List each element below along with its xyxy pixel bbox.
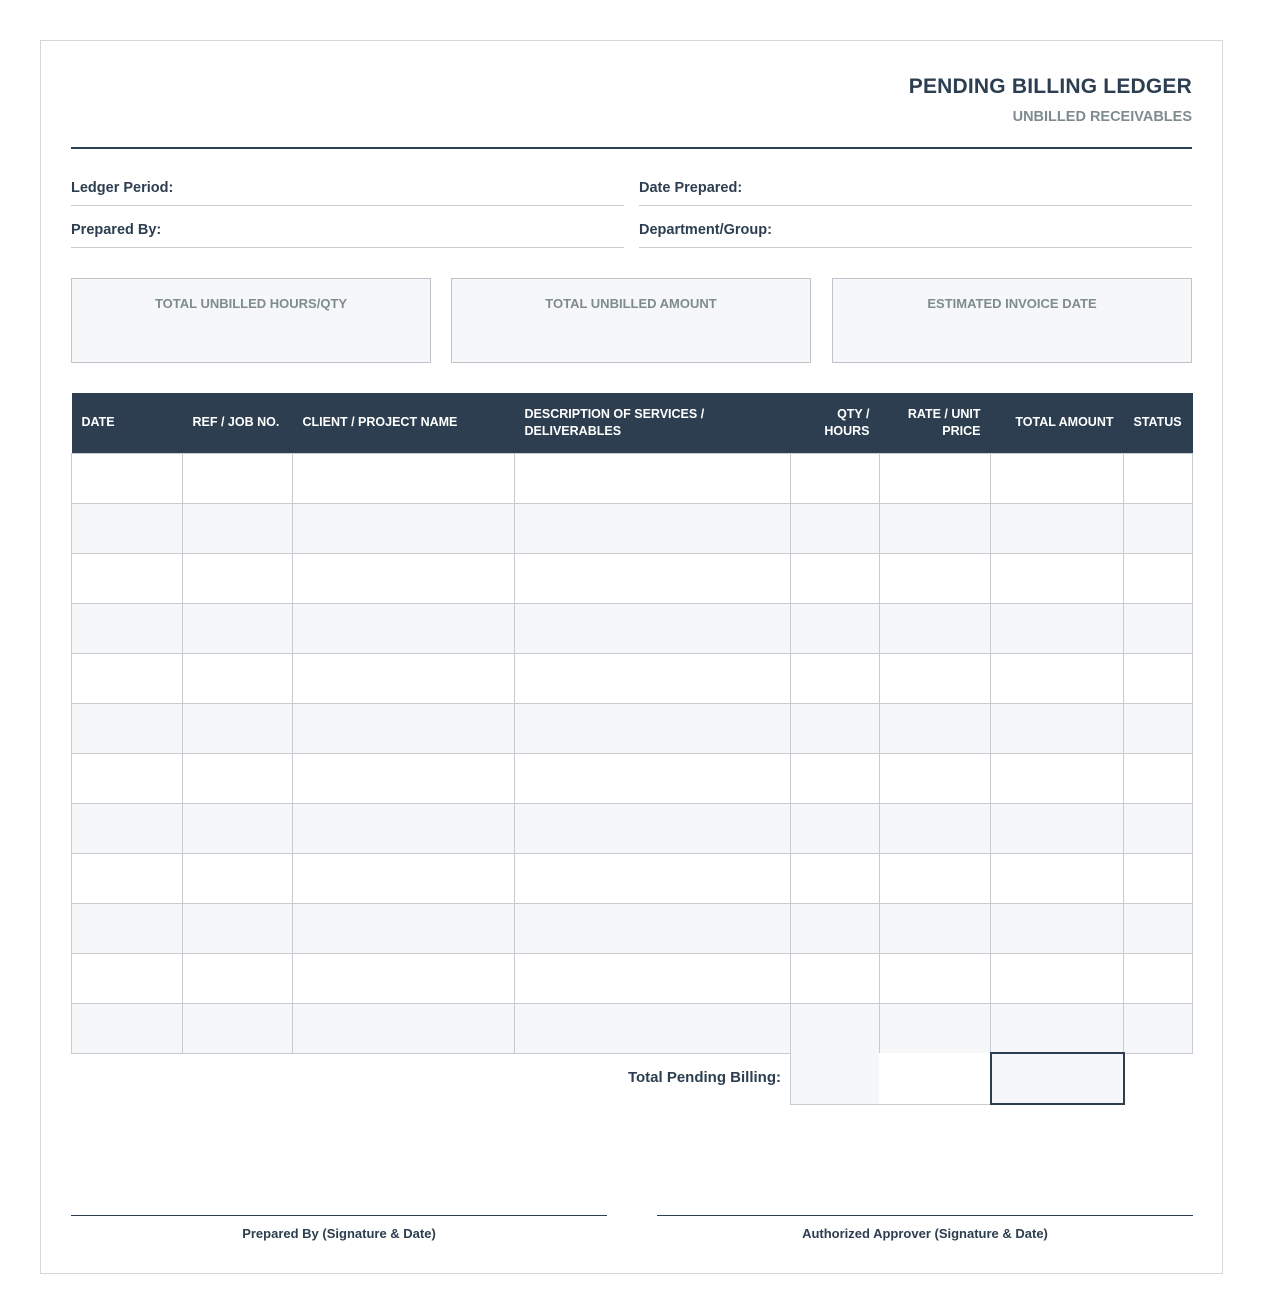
table-cell[interactable] bbox=[991, 703, 1124, 753]
table-cell[interactable] bbox=[293, 453, 515, 503]
column-header-client: CLIENT / PROJECT NAME bbox=[293, 393, 515, 453]
table-cell[interactable] bbox=[72, 653, 183, 703]
table-cell[interactable] bbox=[515, 703, 791, 753]
table-cell[interactable] bbox=[791, 503, 880, 553]
table-row bbox=[72, 1003, 1193, 1053]
approver-signature-line[interactable] bbox=[657, 1215, 1193, 1241]
table-header-row bbox=[72, 393, 1193, 453]
total-qty-cell[interactable] bbox=[790, 1053, 880, 1105]
table-cell[interactable] bbox=[515, 453, 791, 503]
table-cell[interactable] bbox=[72, 953, 183, 1003]
table-cell[interactable] bbox=[791, 903, 880, 953]
table-cell[interactable] bbox=[991, 853, 1124, 903]
table-cell[interactable] bbox=[293, 503, 515, 553]
department-field[interactable] bbox=[639, 221, 1192, 248]
table-cell[interactable] bbox=[991, 553, 1124, 603]
table-cell[interactable] bbox=[791, 853, 880, 903]
table-cell[interactable] bbox=[72, 803, 183, 853]
table-cell[interactable] bbox=[183, 953, 293, 1003]
ledger-period-label: Ledger Period: bbox=[71, 180, 174, 196]
table-cell[interactable] bbox=[515, 953, 791, 1003]
table-cell[interactable] bbox=[72, 753, 183, 803]
table-cell[interactable] bbox=[991, 903, 1124, 953]
date-prepared-label: Date Prepared: bbox=[639, 180, 743, 196]
table-cell[interactable] bbox=[991, 653, 1124, 703]
total-amount-label: TOTAL UNBILLED AMOUNT bbox=[545, 296, 717, 311]
table-cell[interactable] bbox=[72, 1003, 183, 1053]
table-row bbox=[72, 653, 1193, 703]
table-cell[interactable] bbox=[515, 653, 791, 703]
table-row bbox=[72, 603, 1193, 653]
table-cell[interactable] bbox=[880, 903, 991, 953]
table-cell[interactable] bbox=[515, 903, 791, 953]
prepared-by-field[interactable] bbox=[71, 221, 624, 248]
total-pending-label: Total Pending Billing: bbox=[627, 1069, 781, 1086]
table-cell[interactable] bbox=[183, 503, 293, 553]
table-cell[interactable] bbox=[183, 803, 293, 853]
table-row bbox=[72, 853, 1193, 903]
table-cell[interactable] bbox=[880, 853, 991, 903]
approver-signature-label: Authorized Approver (Signature & Date) bbox=[802, 1226, 1048, 1241]
table-cell[interactable] bbox=[1124, 853, 1193, 903]
table-cell[interactable] bbox=[880, 1003, 991, 1053]
prepared-signature-line[interactable] bbox=[71, 1215, 607, 1241]
table-cell[interactable] bbox=[791, 703, 880, 753]
table-row bbox=[72, 453, 1193, 503]
table-cell[interactable] bbox=[293, 653, 515, 703]
column-header-status: STATUS bbox=[1124, 393, 1193, 453]
table-cell[interactable] bbox=[1124, 703, 1193, 753]
table-cell[interactable] bbox=[293, 603, 515, 653]
column-header-total: TOTAL AMOUNT bbox=[991, 393, 1124, 453]
table-cell[interactable] bbox=[515, 1003, 791, 1053]
table-cell[interactable] bbox=[880, 603, 991, 653]
table-row bbox=[72, 553, 1193, 603]
table-cell[interactable] bbox=[991, 803, 1124, 853]
table-cell[interactable] bbox=[183, 453, 293, 503]
table-cell[interactable] bbox=[1124, 803, 1193, 853]
table-cell[interactable] bbox=[183, 653, 293, 703]
table-cell[interactable] bbox=[1124, 553, 1193, 603]
table-row bbox=[72, 803, 1193, 853]
table-cell[interactable] bbox=[293, 703, 515, 753]
invoice-date-label: ESTIMATED INVOICE DATE bbox=[927, 296, 1097, 311]
table-cell[interactable] bbox=[880, 703, 991, 753]
table-cell[interactable] bbox=[183, 753, 293, 803]
page-title: PENDING BILLING LEDGER bbox=[908, 75, 1192, 98]
table-row bbox=[72, 503, 1193, 553]
table-cell[interactable] bbox=[880, 503, 991, 553]
total-hours-label: TOTAL UNBILLED HOURS/QTY bbox=[154, 296, 348, 311]
total-rate-cell[interactable] bbox=[879, 1053, 991, 1105]
column-header-rate: RATE / UNIT PRICE bbox=[880, 393, 991, 453]
table-cell[interactable] bbox=[1124, 953, 1193, 1003]
table-cell[interactable] bbox=[72, 603, 183, 653]
table-cell[interactable] bbox=[515, 503, 791, 553]
table-cell[interactable] bbox=[1124, 603, 1193, 653]
table-cell[interactable] bbox=[791, 653, 880, 703]
column-header-description: DESCRIPTION OF SERVICES / DELIVERABLES bbox=[515, 393, 791, 453]
table-cell[interactable] bbox=[72, 703, 183, 753]
table-cell[interactable] bbox=[991, 953, 1124, 1003]
table-cell[interactable] bbox=[183, 903, 293, 953]
date-prepared-field[interactable] bbox=[639, 179, 1192, 206]
table-cell[interactable] bbox=[515, 603, 791, 653]
table-cell[interactable] bbox=[880, 553, 991, 603]
table-cell[interactable] bbox=[293, 553, 515, 603]
table-body bbox=[72, 453, 1193, 1053]
table-cell[interactable] bbox=[791, 753, 880, 803]
prepared-signature-label: Prepared By (Signature & Date) bbox=[242, 1226, 436, 1241]
table-cell[interactable] bbox=[1124, 503, 1193, 553]
table-cell[interactable] bbox=[991, 453, 1124, 503]
total-amount-box[interactable] bbox=[451, 278, 811, 363]
table-cell[interactable] bbox=[791, 553, 880, 603]
table-cell[interactable] bbox=[72, 503, 183, 553]
table-cell[interactable] bbox=[1124, 453, 1193, 503]
table-cell[interactable] bbox=[880, 753, 991, 803]
page-subtitle: UNBILLED RECEIVABLES bbox=[1012, 109, 1192, 125]
invoice-date-box[interactable] bbox=[832, 278, 1192, 363]
table-row bbox=[72, 953, 1193, 1003]
table-cell[interactable] bbox=[991, 503, 1124, 553]
column-header-date: DATE bbox=[72, 393, 183, 453]
table-cell[interactable] bbox=[293, 953, 515, 1003]
table-cell[interactable] bbox=[183, 1003, 293, 1053]
table-cell[interactable] bbox=[293, 803, 515, 853]
table-cell[interactable] bbox=[1124, 1003, 1193, 1053]
table-cell[interactable] bbox=[515, 553, 791, 603]
table-cell[interactable] bbox=[183, 853, 293, 903]
prepared-by-label: Prepared By: bbox=[71, 222, 162, 238]
total-amount-cell[interactable] bbox=[990, 1052, 1125, 1105]
table-cell[interactable] bbox=[1124, 903, 1193, 953]
table-cell[interactable] bbox=[293, 853, 515, 903]
table-cell[interactable] bbox=[515, 753, 791, 803]
table-cell[interactable] bbox=[791, 603, 880, 653]
table-cell[interactable] bbox=[515, 853, 791, 903]
table-cell[interactable] bbox=[791, 1003, 880, 1053]
table-cell[interactable] bbox=[293, 1003, 515, 1053]
billing-table bbox=[71, 393, 1193, 1054]
total-hours-box[interactable] bbox=[71, 278, 431, 363]
table-cell[interactable] bbox=[791, 803, 880, 853]
table-cell[interactable] bbox=[880, 803, 991, 853]
table-cell[interactable] bbox=[880, 953, 991, 1003]
table-cell[interactable] bbox=[183, 603, 293, 653]
table-cell[interactable] bbox=[515, 803, 791, 853]
table-row bbox=[72, 903, 1193, 953]
table-cell[interactable] bbox=[791, 953, 880, 1003]
department-label: Department/Group: bbox=[639, 222, 772, 238]
table-cell[interactable] bbox=[183, 703, 293, 753]
table-cell[interactable] bbox=[880, 453, 991, 503]
table-cell[interactable] bbox=[72, 453, 183, 503]
ledger-page bbox=[40, 40, 1223, 1274]
table-cell[interactable] bbox=[991, 1003, 1124, 1053]
table-row bbox=[72, 753, 1193, 803]
ledger-period-field[interactable] bbox=[71, 179, 624, 206]
table-cell[interactable] bbox=[72, 553, 183, 603]
table-cell[interactable] bbox=[991, 603, 1124, 653]
table-cell[interactable] bbox=[293, 753, 515, 803]
table-cell[interactable] bbox=[293, 903, 515, 953]
document-header bbox=[71, 41, 1192, 149]
table-cell[interactable] bbox=[72, 853, 183, 903]
table-cell[interactable] bbox=[1124, 753, 1193, 803]
table-cell[interactable] bbox=[880, 653, 991, 703]
table-row bbox=[72, 703, 1193, 753]
table-cell[interactable] bbox=[183, 553, 293, 603]
column-header-ref: REF / JOB NO. bbox=[183, 393, 293, 453]
table-cell[interactable] bbox=[991, 753, 1124, 803]
column-header-qty: QTY / HOURS bbox=[791, 393, 880, 453]
table-cell[interactable] bbox=[1124, 653, 1193, 703]
table-cell[interactable] bbox=[791, 453, 880, 503]
table-cell[interactable] bbox=[72, 903, 183, 953]
